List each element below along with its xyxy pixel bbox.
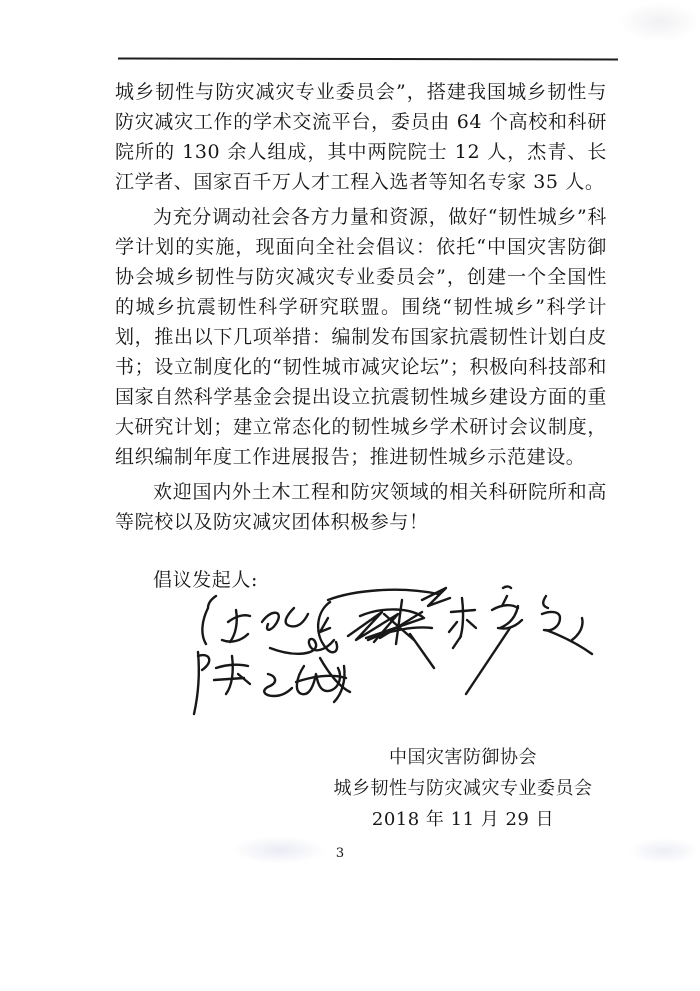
org-name: 中国灾害防御协会 — [389, 747, 537, 768]
date: 2018 年 11 月 29 日 — [371, 809, 555, 830]
scan-smudge — [232, 836, 327, 864]
handwritten-signature-4 — [194, 652, 350, 714]
handwritten-signature-3 — [449, 587, 592, 695]
body-text — [115, 77, 607, 595]
paragraph-1: 城乡韧性与防灾减灾专业委员会”，搭建我国城乡韧性与防灾减灾工作的学术交流平台，委员由 64 个高校和科研院所的 130 余人组成，其中两院院士 12 人，杰青、长江学者、国家百千万人才工程入选者等知名专家 35 人。 — [115, 81, 607, 193]
paragraph-3: 欢迎国内外土木工程和防灾领域的相关科研院所和高等院校以及防灾减灾团体积极参与！ — [115, 481, 607, 533]
handwritten-signatures-block — [170, 578, 600, 720]
initiators-label: 倡议发起人: — [153, 569, 259, 591]
scan-smudge — [628, 838, 700, 864]
handwritten-signature-1 — [202, 596, 334, 654]
handwritten-signature-2 — [318, 588, 450, 668]
paragraph-2: 为充分调动社会各方力量和资源，做好“韧性城乡”科学计划的实施，现面向全社会倡议：依托“中国灾害防御协会城乡韧性与防灾减灾专业委员会”，创建一个全国性的城乡抗震韧性科学研究联盟。围绕“韧性城乡”科学计划，推出以下几项举措：编制发布国家抗震韧性计划白皮书；设立制度化的“韧性城市减灾论坛”；积极向科技部和国家自然科学基金会提出设立抗震韧性城乡建设方面的重大研究计划；建立常态化的韧性城乡学术研讨会议制度，组织编制年度工作进展报告；推进韧性城乡示范建设。 — [115, 206, 607, 468]
closing-block — [333, 742, 593, 835]
scan-smudge — [618, 2, 700, 42]
page-number: 3 — [335, 846, 345, 861]
horizontal-rule — [118, 57, 618, 60]
committee-name: 城乡韧性与防灾减灾专业委员会 — [333, 778, 593, 799]
